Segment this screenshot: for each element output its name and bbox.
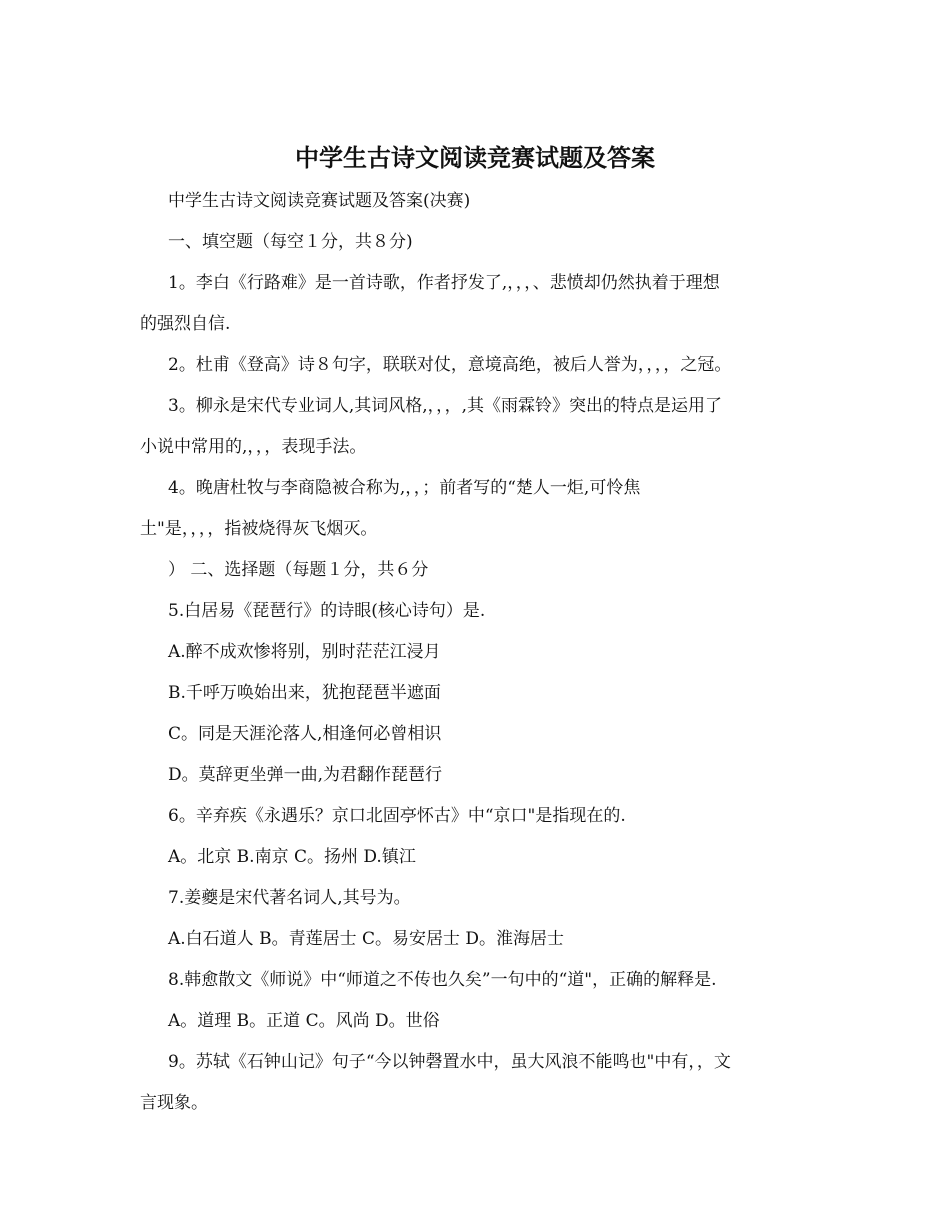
question-7-options: A.白石道人 B。青莲居士 C。易安居士 D。淮海居士 (168, 929, 565, 949)
section-heading-choice: ） 二、选择题（每题１分，共６分 (168, 560, 429, 580)
question-3-line-1: 3。柳永是宋代专业词人,其词风格,，，，,其《雨霖铃》突出的特点是运用了 (168, 396, 723, 416)
document-title: 中学生古诗文阅读竞赛试题及答案 (295, 143, 655, 172)
question-7: 7.姜夔是宋代著名词人,其号为。 (168, 888, 411, 908)
question-6-options: A。北京 B.南京 C。扬州 D.镇江 (168, 847, 416, 867)
question-8: 8.韩愈散文《师说》中“师道之不传也久矣”一句中的“道"，正确的解释是. (168, 970, 717, 990)
question-1-line-1: 1。李白《行路难》是一首诗歌，作者抒发了,，，，、悲愤却仍然执着于理想 (168, 273, 720, 293)
question-4-line-1: 4。晚唐杜牧与李商隐被合称为,，，；前者写的“楚人一炬,可怜焦 (168, 478, 641, 498)
question-2: 2。杜甫《登高》诗８句字，联联对仗，意境高绝，被后人誉为，，，，之冠。 (168, 355, 732, 375)
question-6: 6。辛弃疾《永遇乐？京口北固亭怀古》中“京口"是指现在的. (168, 806, 626, 826)
question-4-line-2: 土"是，，，，指被烧得灰飞烟灭。 (140, 519, 378, 539)
question-9-line-2: 言现象。 (140, 1093, 208, 1113)
question-5-option-a: A.醉不成欢惨将别，别时茫茫江浸月 (168, 642, 441, 662)
question-5-option-b: B.千呼万唤始出来，犹抱琵琶半遮面 (168, 683, 441, 703)
question-8-options: A。道理 B。正道 C。风尚 D。世俗 (168, 1011, 440, 1031)
section-heading-fill: 一、填空题（每空１分，共８分) (168, 232, 413, 252)
question-3-line-2: 小说中常用的,，，，表现手法。 (140, 437, 367, 457)
question-5: 5.白居易《琵琶行》的诗眼(核心诗句）是. (168, 601, 486, 621)
question-9-line-1: 9。苏轼《石钟山记》句子“今以钟磬置水中，虽大风浪不能鸣也"中有，，文 (168, 1052, 731, 1072)
question-1-line-2: 的强烈自信. (140, 314, 231, 334)
question-5-option-d: D。莫辞更坐弹一曲,为君翻作琵琶行 (168, 765, 443, 785)
subtitle-line: 中学生古诗文阅读竞赛试题及答案(决赛) (168, 191, 471, 211)
question-5-option-c: C。同是天涯沦落人,相逢何必曾相识 (168, 724, 442, 744)
